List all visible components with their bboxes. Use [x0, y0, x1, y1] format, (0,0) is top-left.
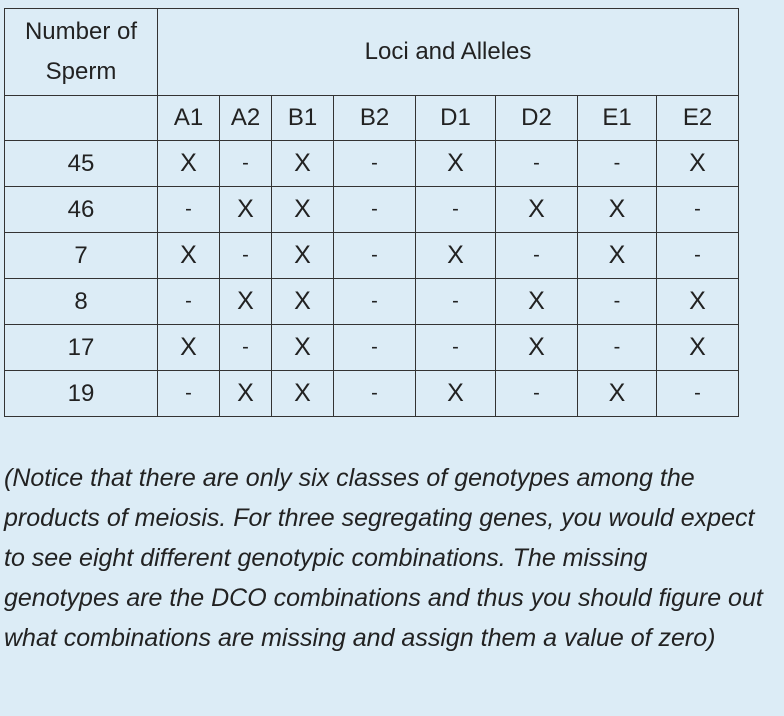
allele-cell: X: [496, 187, 578, 233]
allele-cell: -: [496, 371, 578, 417]
sperm-count-cell: 17: [5, 325, 158, 371]
table-row: [5, 141, 739, 187]
allele-header-b1: B1: [272, 96, 334, 141]
allele-cell: -: [657, 187, 739, 233]
allele-cell: -: [220, 325, 272, 371]
allele-cell: X: [416, 371, 496, 417]
allele-header-row: [5, 96, 739, 141]
table-row: [5, 325, 739, 371]
allele-cell: -: [220, 141, 272, 187]
allele-header-d2: D2: [496, 96, 578, 141]
allele-cell: -: [578, 141, 657, 187]
allele-cell: X: [416, 233, 496, 279]
allele-cell: -: [334, 371, 416, 417]
allele-cell: -: [334, 233, 416, 279]
table-row: [5, 371, 739, 417]
explanatory-note: (Notice that there are only six classes of genotypes among the products of meiosis. For three segregating genes, you would expect to see eight different genotypic combinations. The missing genotypes are the DCO combinations and thus you should figure out what combinations are missing and assign them a value of zero): [4, 464, 763, 652]
allele-cell: X: [496, 279, 578, 325]
allele-cell: -: [496, 233, 578, 279]
allele-cell: X: [272, 187, 334, 233]
allele-cell: X: [272, 141, 334, 187]
allele-cell: -: [158, 187, 220, 233]
allele-cell: X: [158, 325, 220, 371]
allele-cell: -: [416, 325, 496, 371]
allele-cell: X: [496, 325, 578, 371]
loci-alleles-table: [4, 8, 739, 417]
allele-cell: -: [220, 233, 272, 279]
allele-cell: X: [272, 371, 334, 417]
allele-cell: X: [657, 279, 739, 325]
loci-header: Loci and Alleles: [158, 9, 739, 96]
allele-cell: X: [578, 187, 657, 233]
allele-cell: X: [272, 279, 334, 325]
sperm-count-cell: 7: [5, 233, 158, 279]
count-header-cell: [5, 9, 158, 96]
allele-cell: X: [416, 141, 496, 187]
allele-cell: X: [272, 233, 334, 279]
allele-cell: -: [578, 279, 657, 325]
allele-cell: -: [416, 279, 496, 325]
allele-cell: -: [158, 371, 220, 417]
sperm-count-cell: 46: [5, 187, 158, 233]
allele-header-blank: [5, 96, 158, 141]
allele-header-a2: A2: [220, 96, 272, 141]
allele-header-a1: A1: [158, 96, 220, 141]
allele-cell: X: [578, 233, 657, 279]
sperm-count-cell: 45: [5, 141, 158, 187]
allele-header-e2: E2: [657, 96, 739, 141]
allele-cell: -: [334, 187, 416, 233]
allele-cell: X: [578, 371, 657, 417]
allele-cell: -: [334, 325, 416, 371]
allele-cell: -: [334, 279, 416, 325]
allele-cell: -: [416, 187, 496, 233]
allele-cell: -: [657, 371, 739, 417]
allele-cell: -: [334, 141, 416, 187]
sperm-count-cell: 19: [5, 371, 158, 417]
allele-cell: X: [220, 371, 272, 417]
allele-header-e1: E1: [578, 96, 657, 141]
count-header: Number of Sperm: [24, 18, 138, 85]
table-row: [5, 187, 739, 233]
allele-header-b2: B2: [334, 96, 416, 141]
allele-cell: X: [220, 279, 272, 325]
allele-header-d1: D1: [416, 96, 496, 141]
sperm-count-cell: 8: [5, 279, 158, 325]
table-row: [5, 233, 739, 279]
allele-cell: X: [657, 325, 739, 371]
allele-cell: X: [158, 233, 220, 279]
allele-cell: X: [272, 325, 334, 371]
allele-cell: X: [158, 141, 220, 187]
allele-cell: -: [657, 233, 739, 279]
allele-cell: X: [220, 187, 272, 233]
header-row: [5, 9, 739, 96]
allele-cell: -: [496, 141, 578, 187]
allele-cell: -: [158, 279, 220, 325]
allele-cell: X: [657, 141, 739, 187]
allele-cell: -: [578, 325, 657, 371]
table-row: [5, 279, 739, 325]
